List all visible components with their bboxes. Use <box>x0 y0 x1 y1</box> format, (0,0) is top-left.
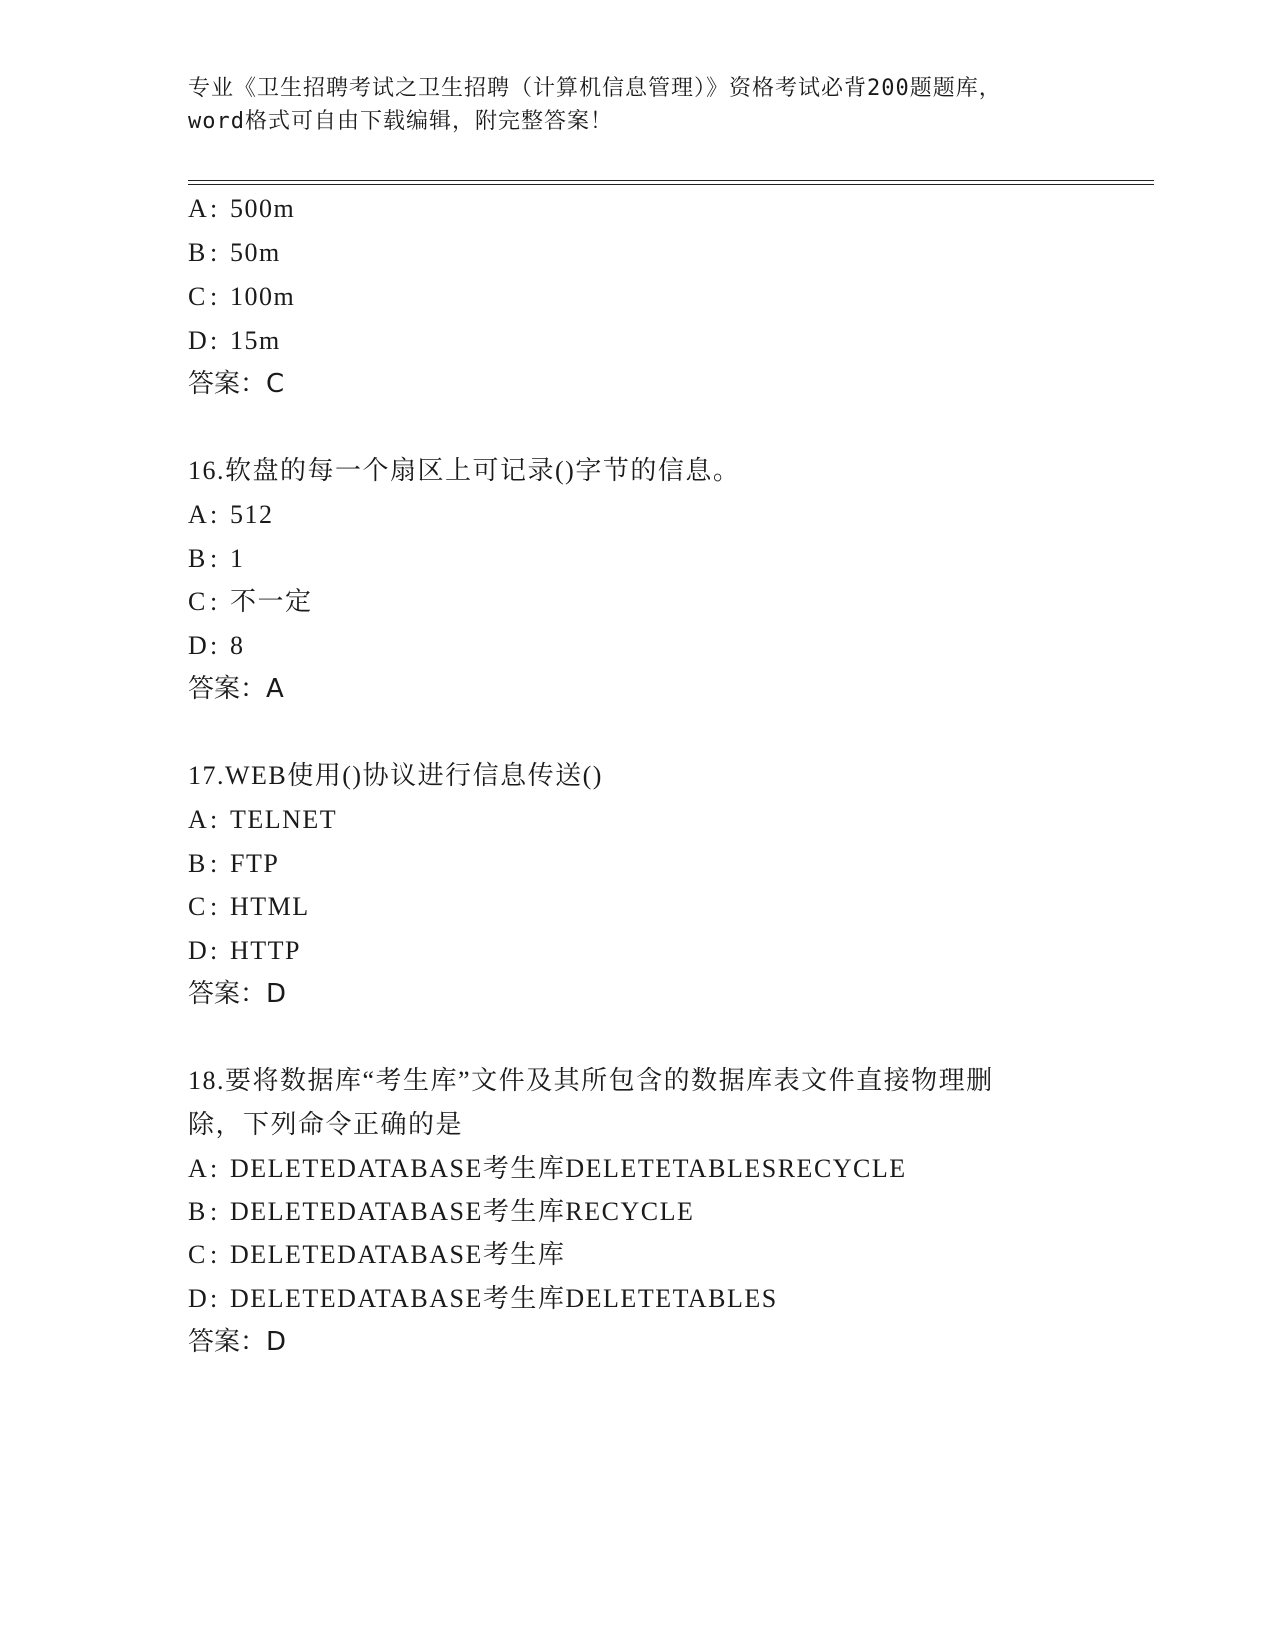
option-letter: C <box>188 282 207 311</box>
q17-stem: 17.WEB使用()协议进行信息传送() <box>188 761 603 790</box>
q16-option-b <box>188 542 245 576</box>
q17-option-d <box>188 934 301 968</box>
option-text: 100m <box>230 282 296 311</box>
option-sep: : <box>210 1197 219 1226</box>
q17-option-c <box>188 890 310 924</box>
q17-option-b <box>188 847 279 881</box>
option-text: FTP <box>230 849 280 878</box>
option-letter: C <box>188 1240 207 1269</box>
option-text: DELETEDATABASE考生库 <box>230 1240 566 1269</box>
q15-option-d <box>188 324 281 358</box>
option-text: TELNET <box>230 805 338 834</box>
header-line-1: 专业《卫生招聘考试之卫生招聘（计算机信息管理）》资格考试必背200题题库， <box>188 76 1002 101</box>
q18-stem-line-1: 18.要将数据库“考生库”文件及其所包含的数据库表文件直接物理删 <box>188 1066 994 1095</box>
q15-option-b <box>188 236 281 270</box>
q15-option-a <box>188 192 295 226</box>
option-letter: A <box>188 1154 209 1183</box>
q16-option-c <box>188 585 313 619</box>
option-text: HTML <box>230 892 310 921</box>
option-letter: B <box>188 849 207 878</box>
q16-option-d <box>188 629 245 663</box>
option-letter: D <box>188 1284 209 1313</box>
option-text: DELETEDATABASE考生库DELETETABLES <box>230 1284 778 1313</box>
option-letter: A <box>188 805 209 834</box>
option-sep: : <box>210 1240 219 1269</box>
option-text: 50m <box>230 238 281 267</box>
option-text: 不一定 <box>230 587 313 616</box>
option-text: HTTP <box>230 936 301 965</box>
option-text: 1 <box>230 544 245 573</box>
option-sep: : <box>210 500 219 529</box>
document-header <box>188 72 1088 138</box>
option-letter: D <box>188 326 209 355</box>
q18-option-c <box>188 1238 565 1272</box>
q15-option-c <box>188 280 295 314</box>
option-sep: : <box>210 892 219 921</box>
q18-option-d <box>188 1282 778 1316</box>
q16-stem: 16.软盘的每一个扇区上可记录()字节的信息。 <box>188 456 741 485</box>
option-sep: : <box>210 238 219 267</box>
header-divider-bottom <box>188 184 1154 185</box>
option-text: DELETEDATABASE考生库DELETETABLESRECYCLE <box>230 1154 907 1183</box>
q15-answer: 答案：C <box>188 369 285 399</box>
option-sep: : <box>210 282 219 311</box>
option-sep: : <box>210 326 219 355</box>
option-letter: C <box>188 892 207 921</box>
option-sep: : <box>210 544 219 573</box>
q18-option-a <box>188 1152 907 1186</box>
option-text: 500m <box>230 194 296 223</box>
q16-answer: 答案：A <box>188 674 284 704</box>
option-sep: : <box>210 194 219 223</box>
option-sep: : <box>210 1154 219 1183</box>
q18-answer: 答案：D <box>188 1327 287 1357</box>
option-letter: A <box>188 500 209 529</box>
option-sep: : <box>210 936 219 965</box>
option-text: DELETEDATABASE考生库RECYCLE <box>230 1197 695 1226</box>
option-text: 512 <box>230 500 274 529</box>
option-letter: A <box>188 194 209 223</box>
option-letter: D <box>188 936 209 965</box>
q18-option-b <box>188 1195 694 1229</box>
option-letter: B <box>188 238 207 267</box>
q17-option-a <box>188 803 337 837</box>
option-sep: : <box>210 631 219 660</box>
option-letter: B <box>188 544 207 573</box>
option-sep: : <box>210 849 219 878</box>
option-letter: D <box>188 631 209 660</box>
header-divider-top <box>188 180 1154 181</box>
option-text: 15m <box>230 326 281 355</box>
q18-stem-line-2: 除，下列命令正确的是 <box>188 1110 464 1139</box>
option-letter: C <box>188 587 207 616</box>
option-sep: : <box>210 805 219 834</box>
header-line-2: word格式可自由下载编辑，附完整答案！ <box>188 109 613 134</box>
option-text: 8 <box>230 631 245 660</box>
q16-option-a <box>188 498 274 532</box>
option-sep: : <box>210 1284 219 1313</box>
option-letter: B <box>188 1197 207 1226</box>
option-sep: : <box>210 587 219 616</box>
q17-answer: 答案：D <box>188 979 287 1009</box>
